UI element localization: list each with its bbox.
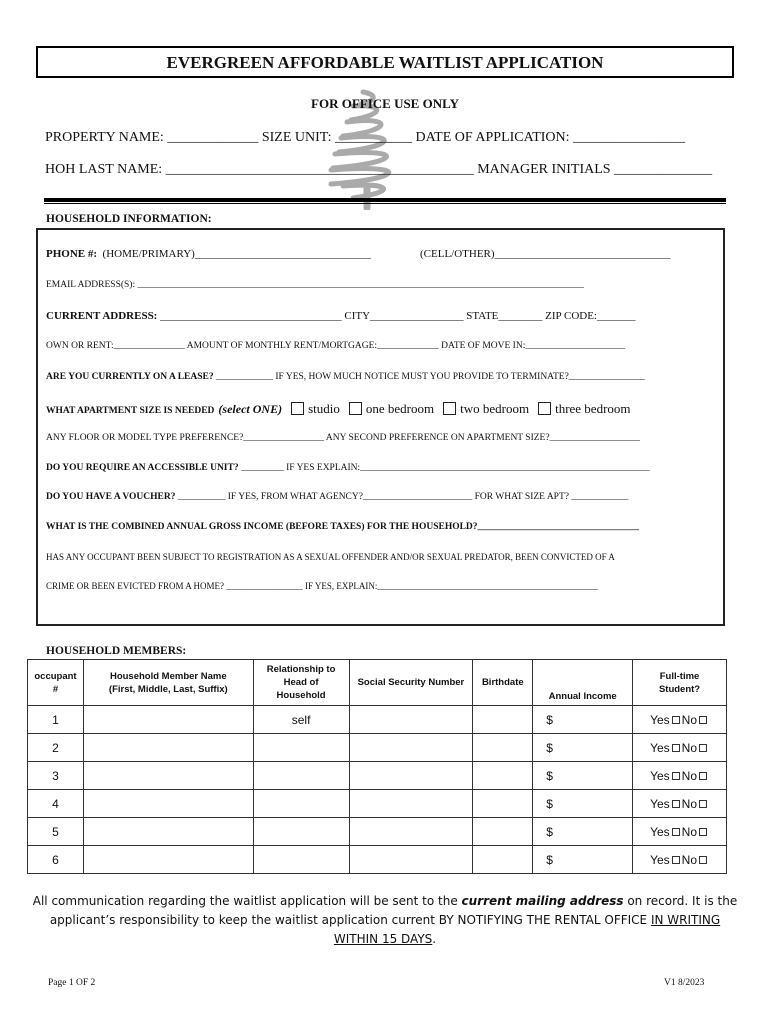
address-label: CURRENT ADDRESS: (46, 310, 158, 322)
household-info-heading: HOUSEHOLD INFORMATION: (46, 213, 212, 225)
relationship-cell[interactable] (253, 762, 349, 790)
voucher-row (46, 492, 628, 502)
no-checkbox[interactable] (699, 716, 707, 724)
one-bedroom-label: one bedroom (365, 401, 435, 416)
relationship-cell[interactable] (253, 734, 349, 762)
no-label: No (681, 768, 697, 783)
table-row (28, 846, 727, 874)
phone-row (46, 248, 371, 260)
birthdate-cell[interactable] (473, 762, 533, 790)
student-cell (633, 790, 727, 818)
table-row (28, 790, 727, 818)
office-line-property[interactable]: PROPERTY NAME: _____________ SIZE UNIT: ___________ DATE OF APPLICATION: ________________ (45, 130, 686, 145)
phone-cell-field[interactable]: (CELL/OTHER)________________________________ (420, 248, 671, 260)
table-row (28, 734, 727, 762)
yes-label: Yes (650, 824, 670, 839)
no-label: No (681, 796, 697, 811)
phone-home-field[interactable]: (HOME/PRIMARY)________________________________ (102, 248, 371, 260)
notice-emphasis: current mailing address (461, 894, 624, 908)
yes-label: Yes (650, 796, 670, 811)
income-cell[interactable] (533, 762, 633, 790)
relationship-cell[interactable] (253, 818, 349, 846)
member-name-cell[interactable] (83, 790, 253, 818)
table-header-row (28, 660, 727, 706)
occupant-number: 6 (28, 846, 84, 874)
dollar-sign: $ (546, 796, 553, 811)
no-checkbox[interactable] (699, 800, 707, 808)
address-row (46, 310, 635, 322)
studio-checkbox[interactable] (291, 402, 304, 415)
three-bedroom-checkbox[interactable] (538, 402, 551, 415)
lease-row (46, 372, 645, 382)
offender-question-line1: HAS ANY OCCUPANT BEEN SUBJECT TO REGISTRATION AS A SEXUAL OFFENDER AND/OR SEXUAL PREDATOR, BEEN CONVICTED OF A (46, 552, 615, 562)
yes-checkbox[interactable] (672, 744, 680, 752)
ssn-cell[interactable] (349, 846, 473, 874)
yes-label: Yes (650, 768, 670, 783)
studio-label: studio (308, 401, 340, 416)
office-use-heading: FOR OFFICE USE ONLY (311, 96, 459, 111)
income-row (46, 522, 639, 532)
income-cell[interactable] (533, 706, 633, 734)
household-members-table (27, 659, 727, 874)
no-checkbox[interactable] (699, 856, 707, 864)
member-name-cell[interactable] (83, 846, 253, 874)
accessible-row (46, 463, 650, 473)
income-cell[interactable] (533, 734, 633, 762)
birthdate-cell[interactable] (473, 818, 533, 846)
occupant-number: 5 (28, 818, 84, 846)
waitlist-notice (30, 892, 740, 949)
birthdate-cell[interactable] (473, 846, 533, 874)
relationship-cell[interactable] (253, 846, 349, 874)
student-cell (633, 846, 727, 874)
office-line-hoh[interactable]: HOH LAST NAME: ____________________________________________ MANAGER INITIALS ______________ (45, 162, 713, 177)
yes-checkbox[interactable] (672, 856, 680, 864)
dollar-sign: $ (546, 768, 553, 783)
income-cell[interactable] (533, 790, 633, 818)
lease-field[interactable]: ____________ IF YES, HOW MUCH NOTICE MUST YOU PROVIDE TO TERMINATE?________________ (215, 372, 645, 382)
col-ssn: Social Security Number (349, 660, 473, 706)
no-checkbox[interactable] (699, 744, 707, 752)
col-relationship: Relationship to Head of Household (253, 660, 349, 706)
yes-checkbox[interactable] (672, 716, 680, 724)
dollar-sign: $ (546, 740, 553, 755)
own-rent-field[interactable]: OWN OR RENT:_______________ AMOUNT OF MONTHLY RENT/MORTGAGE:_____________ DATE OF MOVE IN:_____________________ (46, 341, 626, 351)
relationship-cell[interactable]: self (253, 706, 349, 734)
apt-size-row (46, 400, 631, 418)
ssn-cell[interactable] (349, 706, 473, 734)
student-cell (633, 818, 727, 846)
col-birthdate: Birthdate (473, 660, 533, 706)
member-name-cell[interactable] (83, 706, 253, 734)
notice-text-1: All communication regarding the waitlist application will be sent to the (32, 894, 462, 908)
dollar-sign: $ (546, 712, 553, 727)
occupant-number: 4 (28, 790, 84, 818)
relationship-cell[interactable] (253, 790, 349, 818)
income-cell[interactable] (533, 846, 633, 874)
occupant-number: 1 (28, 706, 84, 734)
member-name-cell[interactable] (83, 818, 253, 846)
col-annual-income: Annual Income (533, 660, 633, 706)
no-label: No (681, 740, 697, 755)
birthdate-cell[interactable] (473, 790, 533, 818)
three-bedroom-label: three bedroom (555, 401, 631, 416)
household-members-heading: HOUSEHOLD MEMBERS: (46, 645, 187, 657)
form-title: EVERGREEN AFFORDABLE WAITLIST APPLICATION (166, 53, 604, 72)
table-row (28, 762, 727, 790)
phone-label: PHONE #: (46, 248, 98, 260)
income-field[interactable]: __________________________________ (477, 522, 640, 532)
notice-text-2: on record. It is the applicant’s responsibility to keep the waitlist application current BY NOTIFYING THE RENTAL OFFICE (49, 894, 738, 927)
one-bedroom-checkbox[interactable] (349, 402, 362, 415)
table-row (28, 706, 727, 734)
accessible-label: DO YOU REQUIRE AN ACCESSIBLE UNIT? (46, 463, 239, 473)
no-label: No (681, 852, 697, 867)
voucher-field[interactable]: __________ IF YES, FROM WHAT AGENCY?_______________________ FOR WHAT SIZE APT? ____________ (177, 492, 629, 502)
yes-checkbox[interactable] (672, 828, 680, 836)
col-occupant: occupant # (28, 660, 84, 706)
yes-label: Yes (650, 712, 670, 727)
two-bedroom-checkbox[interactable] (443, 402, 456, 415)
student-cell (633, 706, 727, 734)
floor-preference-field[interactable]: ANY FLOOR OR MODEL TYPE PREFERENCE?_________________ ANY SECOND PREFERENCE ON APARTMENT SIZE?___________________ (46, 433, 640, 443)
birthdate-cell[interactable] (473, 734, 533, 762)
section-divider-thin (44, 203, 726, 204)
birthdate-cell[interactable] (473, 706, 533, 734)
occupant-number: 3 (28, 762, 84, 790)
ssn-cell[interactable] (349, 818, 473, 846)
no-checkbox[interactable] (699, 772, 707, 780)
occupant-number: 2 (28, 734, 84, 762)
page-number: Page 1 OF 2 (48, 978, 96, 988)
yes-label: Yes (650, 740, 670, 755)
no-checkbox[interactable] (699, 828, 707, 836)
dollar-sign: $ (546, 852, 553, 867)
offender-question-line2[interactable]: CRIME OR BEEN EVICTED FROM A HOME? _________________ IF YES, EXPLAIN:_________________________________________________ (46, 581, 598, 591)
no-label: No (681, 824, 697, 839)
address-field[interactable]: _________________________________ CITY_________________ STATE________ ZIP CODE:_______ (160, 310, 636, 322)
voucher-label: DO YOU HAVE A VOUCHER? (46, 492, 176, 502)
ssn-cell[interactable] (349, 762, 473, 790)
apt-size-label: WHAT APARTMENT SIZE IS NEEDED (46, 406, 215, 416)
apt-size-select-hint: (select ONE) (218, 402, 283, 416)
yes-checkbox[interactable] (672, 772, 680, 780)
no-label: No (681, 712, 697, 727)
member-name-cell[interactable] (83, 734, 253, 762)
dollar-sign: $ (546, 824, 553, 839)
col-member-name: Household Member Name (First, Middle, Last, Suffix) (83, 660, 253, 706)
income-cell[interactable] (533, 818, 633, 846)
col-student: Full-time Student? (633, 660, 727, 706)
yes-checkbox[interactable] (672, 800, 680, 808)
ssn-cell[interactable] (349, 790, 473, 818)
student-cell (633, 734, 727, 762)
lease-label: ARE YOU CURRENTLY ON A LEASE? (46, 372, 214, 382)
table-row (28, 818, 727, 846)
title-box (36, 46, 734, 78)
student-cell (633, 762, 727, 790)
ssn-cell[interactable] (349, 734, 473, 762)
email-field[interactable]: EMAIL ADDRESS(S): ______________________________________________________________________________________________ (46, 280, 584, 290)
two-bedroom-label: two bedroom (460, 401, 530, 416)
yes-label: Yes (650, 852, 670, 867)
accessible-field[interactable]: _________ IF YES EXPLAIN:_____________________________________________________________ (240, 463, 650, 473)
income-label: WHAT IS THE COMBINED ANNUAL GROSS INCOME (BEFORE TAXES) FOR THE HOUSEHOLD? (46, 522, 478, 532)
member-name-cell[interactable] (83, 762, 253, 790)
version-label: V1 8/2023 (664, 978, 705, 988)
notice-end: . (432, 932, 437, 946)
notice-underlined: IN WRITING WITHIN 15 DAYS (333, 913, 721, 946)
section-divider (44, 198, 726, 202)
